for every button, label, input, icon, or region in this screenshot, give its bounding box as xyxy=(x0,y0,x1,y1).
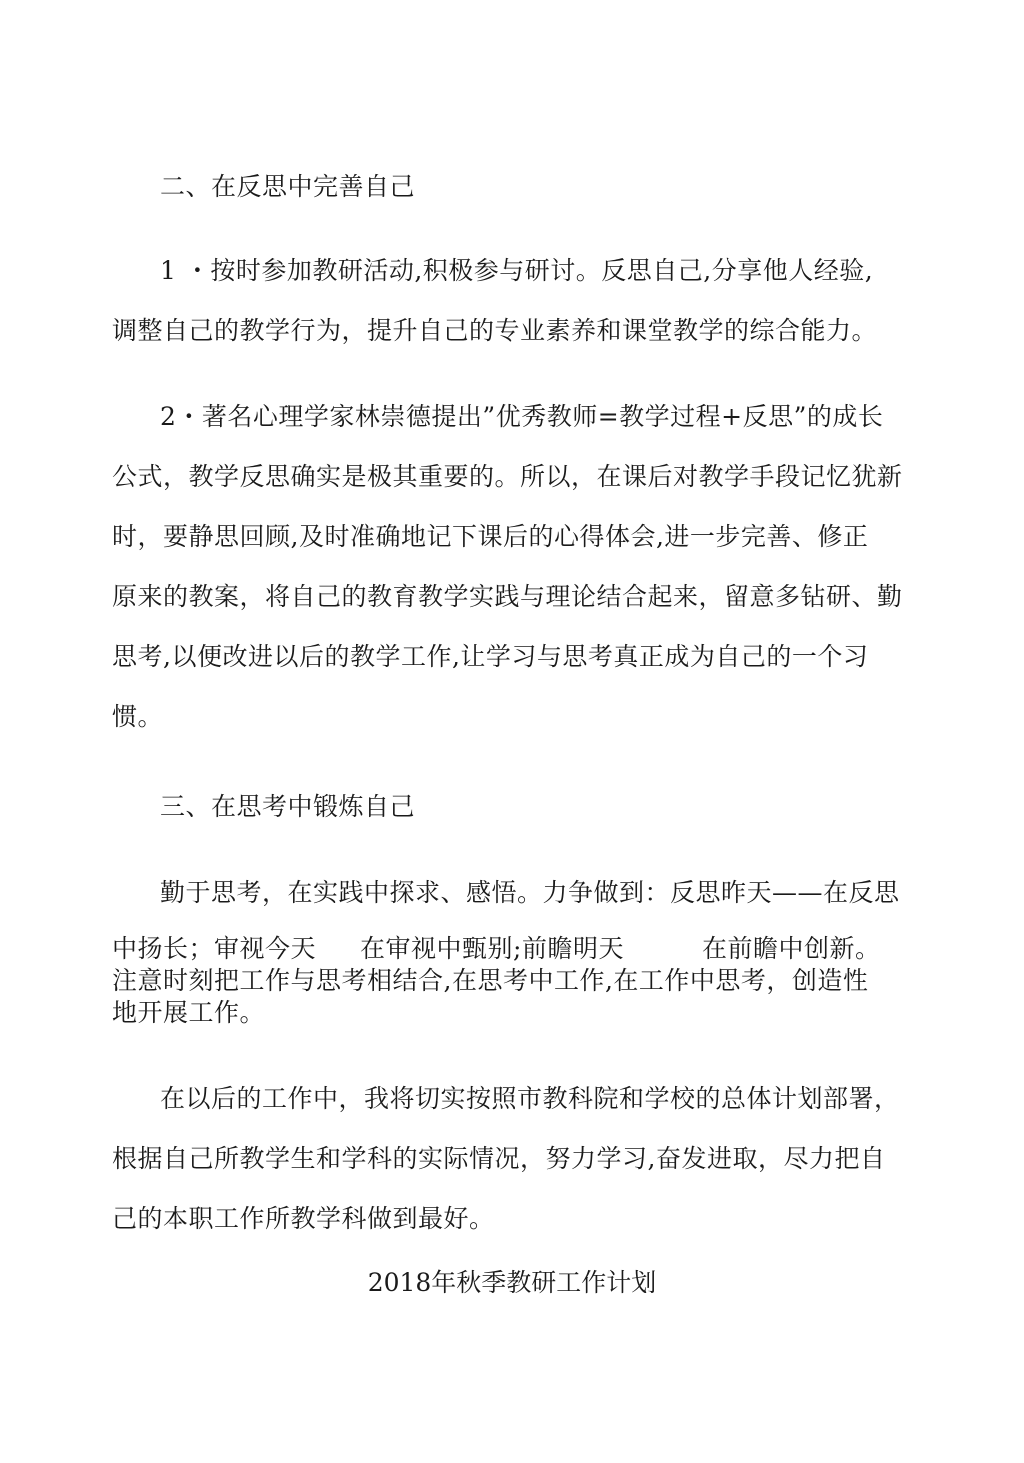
section-3-line-2-part-a: 中扬长；审视今天 xyxy=(112,934,317,963)
section-3-line-1: 勤于思考，在实践中探求、感悟。力争做到：反思昨天——在反思 xyxy=(160,878,900,907)
closing-line-1: 在以后的工作中，我将切实按照市教科院和学校的总体计划部署， xyxy=(160,1084,900,1113)
item-2-line-5: 思考,以便改进以后的教学工作,让学习与思考真正成为自己的一个习 xyxy=(112,642,869,671)
closing-line-3: 己的本职工作所教学科做到最好。 xyxy=(112,1204,495,1233)
section-3-line-3: 注意时刻把工作与思考相结合,在思考中工作,在工作中思考，创造性 xyxy=(112,966,869,995)
item-2-line-4: 原来的教案，将自己的教育教学实践与理论结合起来，留意多钻研、勤 xyxy=(112,582,903,611)
closing-line-2: 根据自己所教学生和学科的实际情况，努力学习,奋发进取，尽力把自 xyxy=(112,1144,886,1173)
section-3-line-4: 地开展工作。 xyxy=(112,998,266,1027)
next-document-title: 2018年秋季教研工作计划 xyxy=(367,1268,657,1297)
section-3-line-2-part-b: 在审视中甄别;前瞻明天 xyxy=(360,934,624,963)
item-2-line-6: 惯。 xyxy=(112,702,164,731)
section-3-line-2 xyxy=(112,934,880,964)
section-2-heading: 二、在反思中完善自己 xyxy=(160,172,416,201)
item-1-line-1: 1 ・按时参加教研活动,积极参与研讨。反思自己,分享他人经验, xyxy=(160,256,874,285)
item-2-line-2: 公式，教学反思确实是极其重要的。所以，在课后对教学手段记忆犹新 xyxy=(112,462,903,491)
section-3-heading: 三、在思考中锻炼自己 xyxy=(160,792,416,821)
section-3-line-2-part-c: 在前瞻中创新。 xyxy=(701,934,881,963)
item-1-line-2: 调整自己的教学行为，提升自己的专业素养和课堂教学的综合能力。 xyxy=(112,316,878,345)
item-2-line-1: 2・著名心理学家林崇德提出”优秀教师=教学过程+反思”的成长 xyxy=(160,402,884,431)
item-2-line-3: 时，要静思回顾,及时准确地记下课后的心得体会,进一步完善、修正 xyxy=(112,522,869,551)
